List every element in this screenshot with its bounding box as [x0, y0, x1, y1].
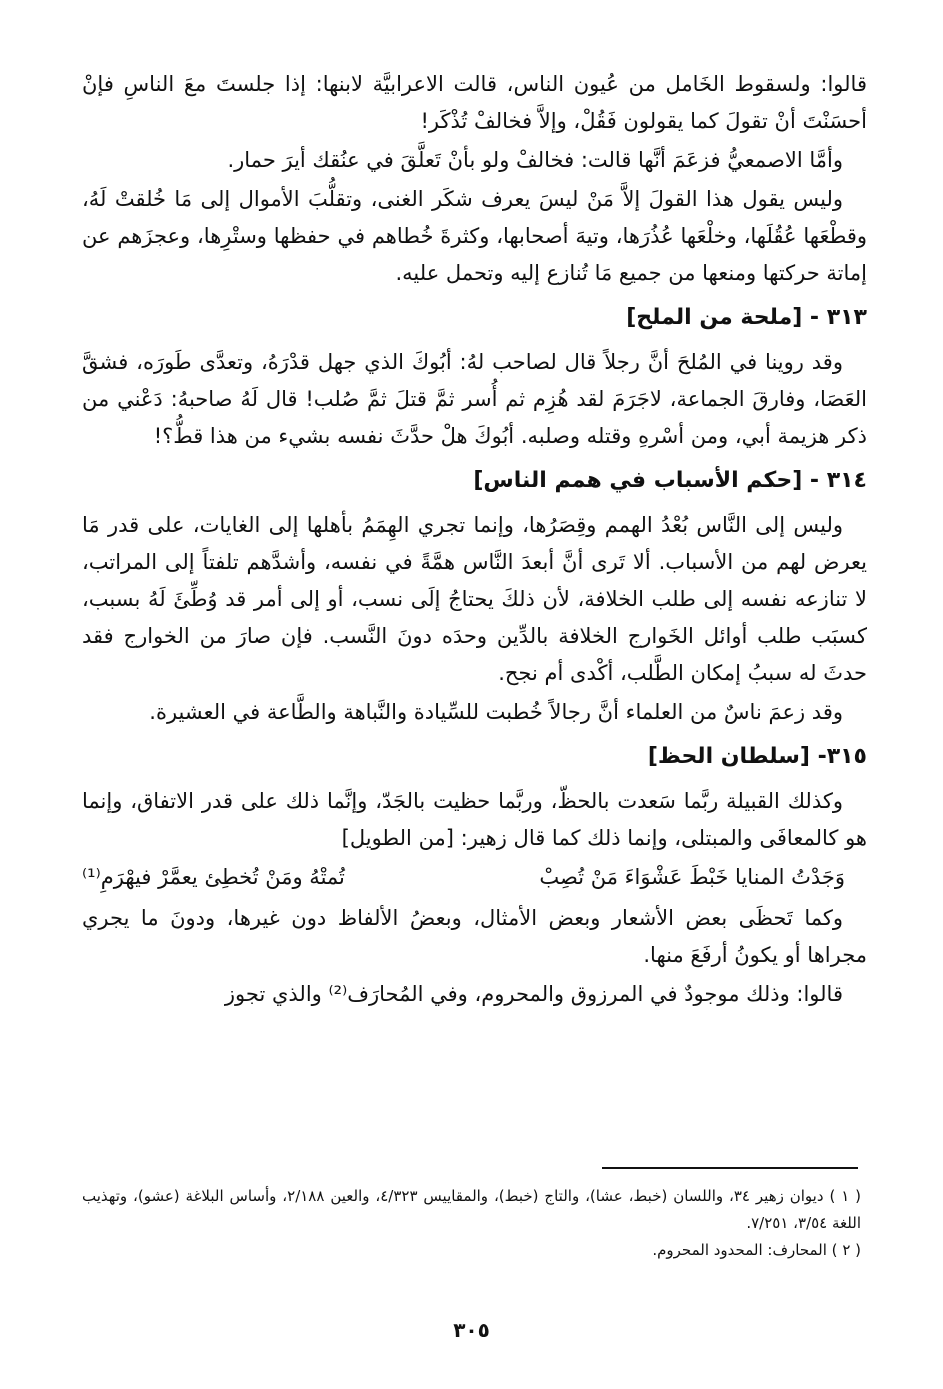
- paragraph: وقد زعمَ ناسٌ من العلماء أنَّ رجالاً خُطبت للسِّيادة والنَّباهة والطَّاعة في العشيرة.: [149, 700, 843, 724]
- paragraph: وكما تَحظَى بعض الأشعار وبعض الأمثال، وبعضُ الألفاظ دون غيرها، ودونَ ما يجري مجراها أو يكونُ أرفَعَ منها.: [82, 906, 867, 967]
- page-number: ٣٠٥: [453, 1318, 490, 1342]
- section-heading-313: ٣١٣ - [ملحة من الملح]: [626, 305, 867, 330]
- footnote-1: ( ١ ) ديوان زهير ٣٤، واللسان (خبط، عشا)، والتاج (خبط)، والمقاييس ٤/٣٢٣، والعين ٢/١٨٨، وأساس البلاغة (عشو)، وتهذيب اللغة ٣/٥٤، ٧/٢٥١.: [82, 1187, 862, 1232]
- verse-first-hemistich: وَجَدْتُ المنايا خَبْطَ عَشْوَاءَ مَنْ تُصِبْ: [539, 865, 845, 889]
- paragraph: وليس يقول هذا القولَ إلاَّ مَنْ ليسَ يعرف شكَر الغنى، وتقلُّبَ الأموال إلى مَا خُلقتْ لَهُ، وقطْعَها عُقُلَها، وخلْعَها عُذُرَها، وتيهَ أصحابها، وكثرةَ خُطاهم في حفظها وستْرِها، وعجزَهم عن إماتة حركتها ومنعها من جميع مَا تُنازع إليه وتحمل عليه.: [82, 187, 867, 285]
- section-heading-314: ٣١٤ - [حكم الأسباب في همم الناس]: [473, 468, 867, 493]
- paragraph: وكذلك القبيلة ربَّما سَعدت بالحظّ، وربَّما حظيت بالجَدّ، وإنَّما ذلك على قدر الاتفاق، وإنما هو كالمعافَى والمبتلى، وإنما ذلك كما قال زهير: [من الطويل]: [82, 789, 867, 850]
- footnote-2: ( ٢ ) المحارف: المحدود المحروم.: [652, 1241, 861, 1259]
- paragraph: وأمَّا الاصمعيُّ فزعَمَ أنَّها قالت: فخالفْ ولو بأنْ تَعلَّقَ في عنُقك أيرَ حمار.: [227, 148, 843, 172]
- paragraph: قالوا: وذلك موجودٌ في المرزوق والمحروم، وفي المُحارَف⁽²⁾ والذي تجوز: [224, 982, 843, 1006]
- footnote-divider: [602, 1167, 858, 1169]
- section-heading-315: ٣١٥- [سلطان الحظ]: [647, 744, 867, 769]
- footnotes: [82, 1183, 861, 1264]
- main-text: [82, 66, 867, 1015]
- poetry-verse: [82, 859, 867, 896]
- paragraph: وليس إلى النَّاس بُعْدُ الهمم وقِصَرُها، وإنما تجري الهِمَمُ بأهلها إلى الغايات، على قدر مَا يعرض لهم من الأسباب. ألا تَرى أنَّ أبعدَ النَّاس همَّةً في نفسه، وأشدَّهم تلفتاً إلى المراتب، لا تنازعه نفسه إلى طلب الخلافة، لأن ذلكَ يحتاجُ إلَى نسب، أو إلى أمر قد وُطِّئَ لَهُ بسبب، كسبَب طلب أوائل الخَوارج الخلافة بالدِّين وحدَه دونَ النَّسب. فإن صارَ من الخوارج فقد حدثَ له سببُ إمكان الطَّلب، أكْدى أم نجح.: [82, 513, 867, 685]
- verse-second-hemistich: تُمتْهُ ومَنْ تُخطِئ يعمَّرْ فيهْرَمِ⁽¹⁾: [82, 865, 345, 889]
- paragraph: قالوا: ولسقوط الخَامل من عُيون الناس، قالت الاعرابيَّة لابنها: إذا جلستَ معَ الناسِ فإنْ أحسَنْتَ أنْ تقولَ كما يقولون فَقُلْ، وإلاَّ فخالفْ تُذْكَر!: [82, 72, 867, 133]
- paragraph: وقد روينا في المُلحَ أنَّ رجلاً قال لصاحب لهُ: أبُوكَ الذي جهل قدْرَهُ، وتعدَّى طَورَه، فشقَّ العَصَا، وفارقَ الجماعة، لاجَرَمَ لقد هُزِم ثم أُسر ثمَّ قتلَ ثمَّ صُلب! قال لَهُ صاحبهُ: دَعْني من ذكر هزيمة أبي، ومن أسْرهِ وقتله وصلبه. أبُوكَ هلْ حدَّثَ نفسه بشيء من هذا قطُّ؟!: [82, 350, 867, 448]
